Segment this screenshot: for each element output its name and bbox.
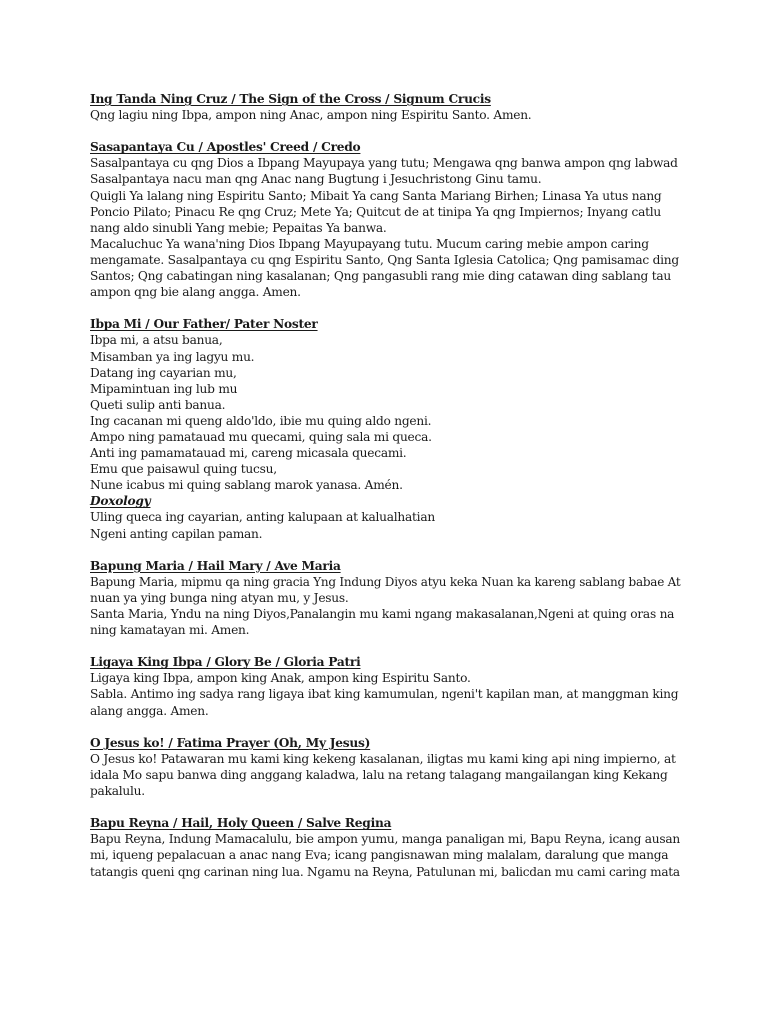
prayer-line: Misamban ya ing lagyu mu. xyxy=(90,349,255,364)
prayer-line: Sabla. Antimo ing sadya rang ligaya ibat king kamumulan, ngeni't kapilan man, at manggman king xyxy=(90,687,679,702)
prayer-line: Macaluchuc Ya wana'ning Dios Ibpang Mayupayang tutu. Mucum caring mebie ampon caring xyxy=(90,236,649,251)
prayer-line: Poncio Pilato; Pinacu Re qng Cruz; Mete Ya; Quitcut de at tinipa Ya qng Impiernos; Inyang catlu xyxy=(90,204,661,219)
prayer-line: O Jesus ko! Patawaran mu kami king kekeng kasalanan, iligtas mu kami king api ning impierno, at xyxy=(90,751,676,766)
prayer-line: pakalulu. xyxy=(90,784,145,799)
section-heading: Ligaya King Ibpa / Glory Be / Gloria Patri xyxy=(90,655,361,670)
prayer-line: Ngeni anting capilan paman. xyxy=(90,526,263,541)
section-heading: O Jesus ko! / Fatima Prayer (Oh, My Jesus) xyxy=(90,735,371,750)
section-heading: Ibpa Mi / Our Father/ Pater Noster xyxy=(90,317,318,332)
prayer-line: tatangis queni qng carinan ning lua. Ngamu na Reyna, Patulunan mi, balicdan mu cami caring mata xyxy=(90,864,680,879)
prayer-line: Bapu Reyna, Indung Mamacalulu, bie ampon yumu, manga panaligan mi, Bapu Reyna, icang ausan xyxy=(90,832,680,847)
prayer-line: mi, iqueng pepalacuan a anac nang Eva; icang pangisnawan ming malalam, daralung que manga xyxy=(90,848,669,863)
prayer-sign-of-the-cross xyxy=(90,91,680,123)
document-body xyxy=(90,91,680,896)
prayer-line: Ing cacanan mi queng aldo'ldo, ibie mu quing aldo ngeni. xyxy=(90,413,432,428)
prayer-line: mengamate. Sasalpantaya cu qng Espiritu Santo, Qng Santa Iglesia Catolica; Qng pamisamac ding xyxy=(90,252,679,267)
prayer-line: Sasalpantaya cu qng Dios a Ibpang Mayupaya yang tutu; Mengawa qng banwa ampon qng labwad xyxy=(90,156,678,171)
prayer-line: Anti ing pamamatauad mi, careng micasala quecami. xyxy=(90,446,407,461)
section-heading: Sasapantaya Cu / Apostles' Creed / Credo xyxy=(90,140,361,155)
section-heading: Bapung Maria / Hail Mary / Ave Maria xyxy=(90,558,341,573)
prayer-line: Uling queca ing cayarian, anting kalupaan at kalualhatian xyxy=(90,510,435,525)
prayer-line: Santos; Qng cabatingan ning kasalanan; Qng pangasubli rang mie ding catawan ding sablang tau xyxy=(90,269,671,284)
prayer-line: Sasalpantaya nacu man qng Anac nang Bugtung i Jesuchristong Ginu tamu. xyxy=(90,172,542,187)
prayer-line: Queti sulip anti banua. xyxy=(90,397,226,412)
prayer-line: Nune icabus mi quing sablang marok yanasa. Amén. xyxy=(90,478,403,493)
prayer-line: nuan ya ying bunga ning atyan mu, y Jesus. xyxy=(90,590,349,605)
prayer-line: Santa Maria, Yndu na ning Diyos,Panalangin mu kami ngang makasalanan,Ngeni at quing oras na xyxy=(90,607,675,621)
prayer-line: Mipamintuan ing lub mu xyxy=(90,381,238,396)
prayer-our-father xyxy=(90,316,680,541)
prayer-line: ampon qng bie alang angga. Amen. xyxy=(90,285,301,300)
prayer-line: Qng lagiu ning Ibpa, ampon ning Anac, ampon ning Espiritu Santo. Amen. xyxy=(90,108,532,123)
prayer-line: Emu que paisawul quing tucsu, xyxy=(90,462,277,477)
prayer-line: Ibpa mi, a atsu banua, xyxy=(90,333,223,348)
prayer-hail-holy-queen xyxy=(90,815,680,879)
prayer-line: Ampo ning pamatauad mu quecami, quing sala mi queca. xyxy=(90,429,432,444)
prayer-glory-be xyxy=(90,654,680,718)
prayer-line: nang aldo sinubli Yang mebie; Pepaitas Ya banwa. xyxy=(90,220,387,235)
prayer-fatima xyxy=(90,735,680,799)
prayer-line: idala Mo sapu banwa ding anggang kaladwa, lalu na retang talagang mangailangan king Kekang xyxy=(90,767,668,782)
section-heading: Bapu Reyna / Hail, Holy Queen / Salve Regina xyxy=(90,816,392,831)
prayer-line: Quigli Ya lalang ning Espiritu Santo; Mibait Ya cang Santa Mariang Birhen; Linasa Ya utus nang xyxy=(90,188,662,203)
prayer-hail-mary xyxy=(90,558,680,638)
prayer-line: Datang ing cayarian mu, xyxy=(90,365,237,380)
prayer-line: alang angga. Amen. xyxy=(90,703,209,718)
prayer-line: ning kamatayan mi. Amen. xyxy=(90,623,250,638)
doxology-subheading: Doxology xyxy=(90,494,151,509)
prayer-line: Bapung Maria, mipmu qa ning gracia Yng Indung Diyos atyu keka Nuan ka kareng sablang babae At xyxy=(90,574,681,589)
section-heading: Ing Tanda Ning Cruz / The Sign of the Cross / Signum Crucis xyxy=(90,92,491,106)
prayer-apostles-creed xyxy=(90,139,680,300)
prayer-line: Ligaya king Ibpa, ampon king Anak, ampon king Espiritu Santo. xyxy=(90,671,471,686)
